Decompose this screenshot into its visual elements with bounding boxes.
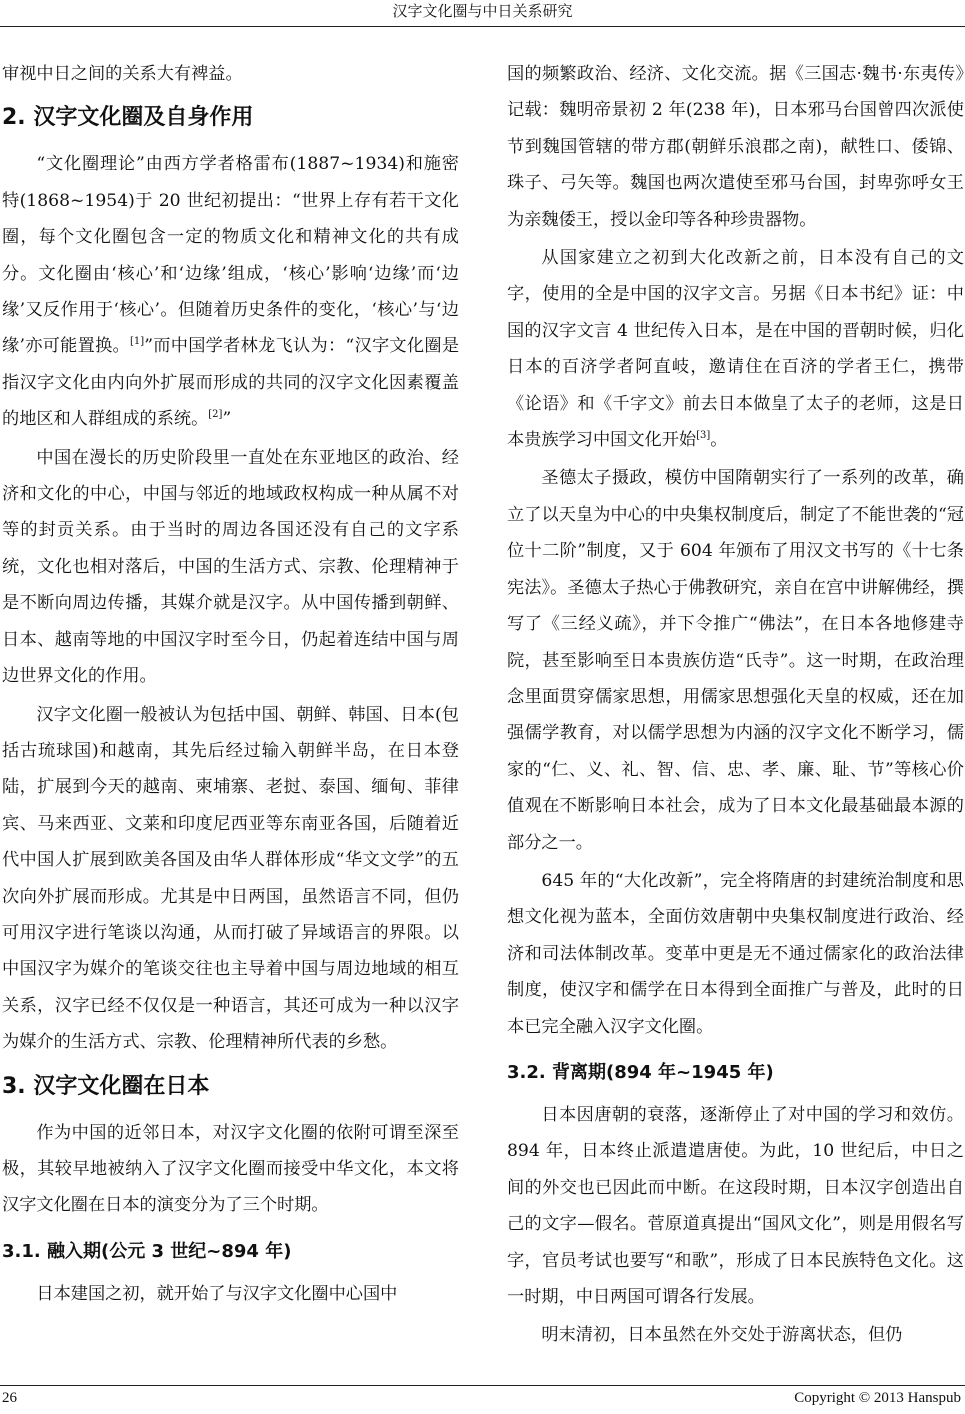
header-rule <box>0 26 965 27</box>
paragraph-text: ”而中国学者林龙飞认为：“汉字文化圈是指汉字文化由内向外扩展而形成的共同的汉字文化因素覆盖的地区和人群组成的系统。 <box>2 336 460 430</box>
paragraph-japan-intro: 作为中国的近邻日本，对汉字文化圈的依附可谓至深至极，其较早地被纳入了汉字文化圈而接受中华文化，本文将汉字文化圈在日本的演变分为了三个时期。 <box>2 1122 459 1216</box>
paragraph-chinese-script <box>507 240 964 458</box>
citation-ref-3[interactable]: [3] <box>696 430 711 442</box>
paragraph-departure: 日本因唐朝的衰落，逐渐停止了对中国的学习和效仿。894 年，日本终止派遣遣唐使。为此，10 世纪后，中日之间的外交也已因此而中断。在这段时期，日本汉字创造出自己的文字—假名。菅原道真提出“国风文化”，则是用假名写字，官员考试也要写“和歌”，形成了日本民族特色文化。这一时期，中日两国可谓各行发展。 <box>507 1104 964 1307</box>
paragraph-text: 。 <box>710 430 728 451</box>
paragraph-founding: 日本建国之初，就开始了与汉字文化圈中心国中 <box>36 1283 398 1304</box>
paragraph-china-center: 中国在漫长的历史阶段里一直处在东亚地区的政治、经济和文化的中心，中国与邻近的地域政权构成一种从属不对等的封贡关系。由于当时的周边各国还没有自己的文字系统，文化也相对落后，中国的生活方式、宗教、伦理精神于是不断向周边传播，其媒介就是汉字。从中国传播到朝鲜、日本、越南等地的中国汉字时至今日，仍起着连结中国与周边世界文化的作用。 <box>2 447 459 687</box>
paragraph-wei-exchange: 国的频繁政治、经济、文化交流。据《三国志·魏书·东夷传》记载：魏明帝景初 2 年(238 年)，日本邪马台国曾四次派使节到魏国管辖的带方郡(朝鲜乐浪郡之南)，献牲口、倭锦、珠子、弓矢等。魏国也两次遣使至邪马台国，封卑弥呼女王为亲魏倭王，授以金印等各种珍贵器物。 <box>507 64 964 230</box>
subsection-heading-3-1: 3.1. 融入期(公元 3 世纪~894 年) <box>2 1240 292 1262</box>
paragraph-culture-circle-theory <box>2 146 459 437</box>
section-heading-2: 2. 汉字文化圈及自身作用 <box>2 105 254 131</box>
subsection-heading-3-2: 3.2. 背离期(894 年~1945 年) <box>507 1061 774 1083</box>
paragraph-shotoku: 圣德太子摄政，模仿中国隋朝实行了一系列的改革，确立了以天皇为中心的中央集权制度后，制定了不能世袭的“冠位十二阶”制度，又于 604 年颁布了用汉文书写的《十七条宪法》。圣德太子热心于佛教研究，亲自在宫中讲解佛经，撰写了《三经义疏》，并下令推广“佛法”，在日本各地修建寺院，甚至影响至日本贵族仿造“氏寺”。这一时期，在政治理念里面贯穿儒家思想，用儒家思想强化天皇的权威，还在加强儒学教育，对以儒学思想为内涵的汉字文化不断学习，儒家的“仁、义、礼、智、信、忠、孝、廉、耻、节”等核心价值观在不断影响日本社会，成为了日本文化最基础最本源的部分之一。 <box>507 468 964 853</box>
citation-ref-1[interactable]: [1] <box>130 336 145 348</box>
running-header-title: 汉字文化圈与中日关系研究 <box>392 2 573 20</box>
right-column <box>507 56 964 1354</box>
citation-ref-2[interactable]: [2] <box>208 409 223 421</box>
paragraph-taika-reform: 645 年的“大化改新”，完全将隋唐的封建统治制度和思想文化视为蓝本，全面仿效唐朝中央集权制度进行政治、经济和司法体制改革。变革中更是无不通过儒家化的政治法律制度，使汉字和儒学在日本得到全面推广与普及，此时的日本已完全融入汉字文化圈。 <box>507 870 964 1037</box>
paragraph-circle-scope: 汉字文化圈一般被认为包括中国、朝鲜、韩国、日本(包括古琉球国)和越南，其先后经过输入朝鲜半岛，在日本登陆，扩展到今天的越南、柬埔寨、老挝、泰国、缅甸、菲律宾、马来西亚、文莱和印度尼西亚等东南亚各国，后随着近代中国人扩展到欧美各国及由华人群体形成“华文文学”的五次向外扩展而形成。尤其是中日两国，虽然语言不同，但仍可用汉字进行笔谈以沟通，从而打破了异域语言的界限。以中国汉字为媒介的笔谈交往也主导着中国与周边地域的相互关系，汉字已经不仅仅是一种语言，其还可成为一种以汉字为媒介的生活方式、宗教、伦理精神所代表的乡愁。 <box>2 704 459 1053</box>
paragraph-continuation: 审视中日之间的关系大有裨益。 <box>2 64 243 84</box>
page-number: 26 <box>2 1390 17 1406</box>
copyright-notice: Copyright © 2013 Hanspub <box>794 1390 961 1406</box>
left-column <box>2 56 459 1312</box>
footer-rule <box>0 1385 965 1386</box>
paragraph-text: 从国家建立之初到大化改新之前，日本没有自己的文字，使用的全是中国的汉字文言。另据《日本书纪》证：中国的汉字文言 4 世纪传入日本，是在中国的晋朝时候，归化日本的百济学者阿直岐，邀请住在百济的学者王仁，携带《论语》和《千字文》前去日本做皇了太子的老师，这是日本贵族学习中国文化开始 <box>507 248 964 451</box>
paragraph-ming-qing: 明末清初，日本虽然在外交处于游离状态，但仍 <box>541 1325 903 1346</box>
section-heading-3: 3. 汉字文化圈在日本 <box>2 1073 210 1099</box>
paragraph-text: ” <box>222 409 232 430</box>
paragraph-text: “文化圈理论”由西方学者格雷布(1887~1934)和施密特(1868~1954)于 20 世纪初提出：“世界上存有若干文化圈，每个文化圈包含一定的物质文化和精神文化的共有成分。文化圈由‘核心’和‘边缘’组成，‘核心’影响‘边缘’而‘边缘’又反作用于‘核心’。但随着历史条件的变化，‘核心’与‘边缘’亦可能置换。 <box>2 154 459 357</box>
